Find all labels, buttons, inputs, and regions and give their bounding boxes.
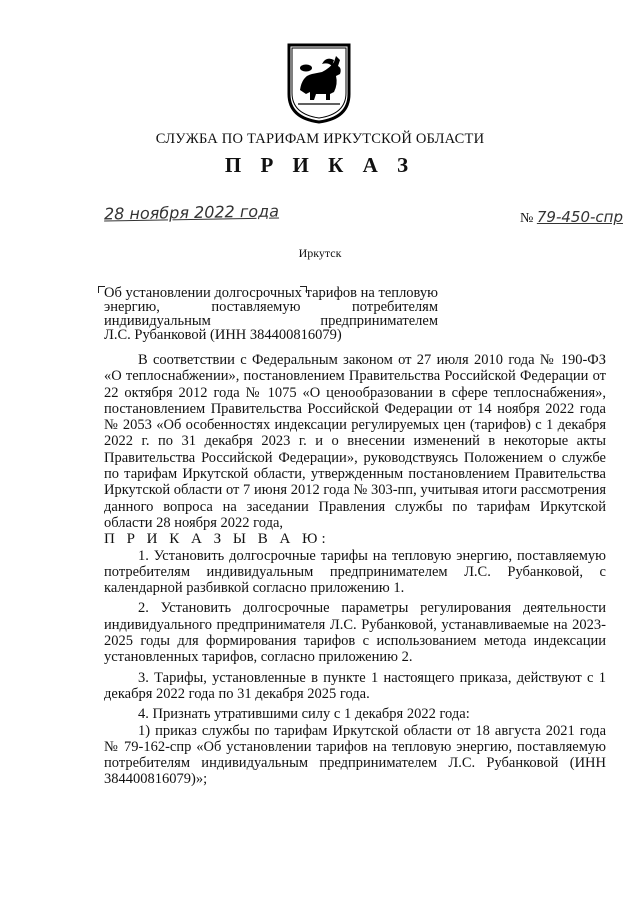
coat-of-arms-emblem bbox=[286, 42, 352, 124]
order-number bbox=[520, 208, 623, 227]
order-item: 2. Установить долгосрочные параметры регулирования деятельности индивидуального предпринимателя Л.С. Рубанковой, устанавливаемые на 2023-2025 годы для формирования тарифов с использованием метода индексации установленных тарифов, согласно приложению 2. bbox=[104, 600, 606, 666]
document-type-title: П Р И К А З bbox=[224, 153, 416, 177]
order-subject bbox=[104, 286, 438, 342]
preamble-paragraph: В соответствии с Федеральным законом от 27 июля 2010 года № 190-ФЗ «О теплоснабжении», постановлением Правительства Российской Федерации от 22 октября 2012 года № 1075 «О ценообразовании в сфере теплоснабжения», постановлением Правительства Российской Федерации от 14 ноября 2022 года № 2053 «Об особенностях индексации регулируемых цен (тарифов) с 1 декабря 2022 г. по 31 декабря 2023 г. и о внесении изменений в некоторые акты Правительства Российской Федерации», руководствуясь Положением о службе по тарифам Иркутской области, утвержденным постановлением Правительства Иркутской области от 7 июня 2012 года № 303-пп, учитывая итоги рассмотрения данного вопроса на заседании Правления службы по тарифам Иркутской области 28 ноября 2022 года, bbox=[104, 352, 606, 531]
handwritten-order-number: 79-450-спр bbox=[536, 208, 623, 226]
number-sign: № bbox=[520, 211, 534, 226]
agency-name: СЛУЖБА ПО ТАРИФАМ ИРКУТСКОЙ ОБЛАСТИ bbox=[155, 131, 485, 147]
order-item: 1. Установить долгосрочные тарифы на тепловую энергию, поставляемую потребителям индивидуальным предпринимателем Л.С. Рубанковой, с календарной разбивкой согласно приложению 1. bbox=[104, 547, 606, 597]
city-name: Иркутск bbox=[298, 246, 342, 260]
order-subitem: 1) приказ службы по тарифам Иркутской области от 18 августа 2021 года № 79-162-спр «Об установлении тарифов на тепловую энергию, поставляемую потребителям индивидуальным предпринимателем Л.С. Рубанковой (ИНН 384400816079)»; bbox=[104, 722, 606, 788]
order-item: 4. Признать утратившими силу с 1 декабря 2022 года: bbox=[138, 706, 470, 723]
decree-word: П Р И К А З Ы В А Ю: bbox=[104, 531, 330, 548]
subject-line: Об установлении долгосрочных тарифов на тепловую энергию, поставляемую потребителям индивидуальным предпринимателем bbox=[104, 285, 438, 329]
order-item: 3. Тарифы, установленные в пункте 1 настоящего приказа, действуют с 1 декабря 2022 года по 31 декабря 2025 года. bbox=[104, 669, 606, 702]
order-body bbox=[104, 352, 606, 788]
handwritten-date: 28 ноября 2022 года bbox=[103, 201, 280, 224]
subject-line: Л.С. Рубанковой (ИНН 384400816079) bbox=[104, 327, 342, 343]
